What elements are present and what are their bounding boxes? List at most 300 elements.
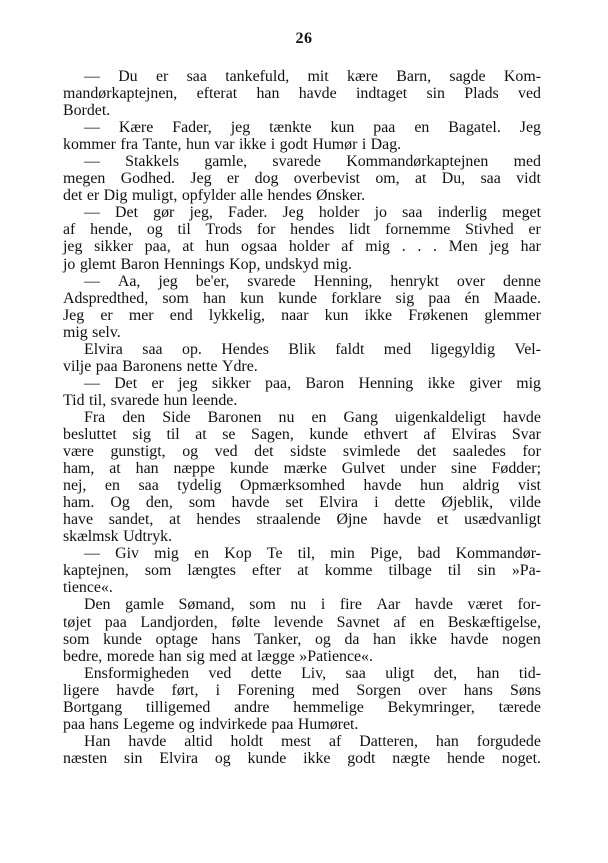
- word: Adspredthed,: [63, 289, 149, 307]
- word: han: [135, 460, 159, 478]
- word: tience«.: [63, 579, 113, 597]
- word: hans: [211, 630, 241, 648]
- word: det: [416, 443, 437, 461]
- word: Stivhed: [465, 221, 514, 239]
- word: mig: [63, 323, 88, 341]
- word: tænkte: [269, 119, 312, 137]
- word: ikke: [364, 306, 393, 324]
- word: op.: [182, 340, 202, 358]
- word: Humøret.: [297, 715, 359, 733]
- text-line: [63, 528, 541, 545]
- word: Savnet: [336, 613, 380, 631]
- word: saa: [345, 664, 366, 682]
- word: —: [84, 272, 100, 290]
- word: vilje: [63, 357, 92, 375]
- word: Ydre.: [221, 357, 258, 375]
- body-text: [63, 68, 541, 767]
- word: holder: [318, 204, 360, 222]
- word: tærede: [498, 698, 541, 716]
- word: dette: [394, 494, 426, 512]
- word: er: [155, 68, 169, 85]
- word: Elvira: [159, 749, 199, 767]
- word: at: [182, 238, 194, 256]
- word: Godhed.: [120, 170, 175, 188]
- word: sagde: [449, 68, 486, 85]
- word: hendes: [267, 187, 312, 205]
- word: nogen: [502, 630, 541, 648]
- word: .: [433, 238, 438, 256]
- word: Landjorden,: [140, 613, 218, 631]
- word: som: [249, 596, 276, 614]
- word: kun: [330, 119, 355, 137]
- word: at: [169, 511, 181, 529]
- word: følte: [231, 613, 261, 631]
- word: Bordet.: [63, 102, 111, 120]
- word: hemmelige: [293, 698, 364, 716]
- text-line: [63, 204, 541, 221]
- word: Te: [266, 545, 283, 563]
- word: Baron: [120, 255, 160, 273]
- word: kunde: [229, 460, 269, 478]
- word: Baronen: [207, 408, 262, 426]
- text-line: [63, 409, 541, 426]
- word: er: [100, 306, 113, 324]
- word: forklare: [331, 289, 382, 307]
- word: —: [84, 545, 100, 563]
- text-line: [63, 477, 541, 494]
- word: Forening: [237, 681, 295, 699]
- word: jeg: [63, 238, 83, 256]
- word: mærke: [283, 460, 327, 478]
- word: Jeg: [63, 306, 85, 324]
- text-line: [63, 460, 541, 477]
- word: mig: [516, 374, 541, 392]
- word: leende.: [191, 391, 238, 409]
- word: havde: [502, 408, 541, 426]
- word: at: [240, 647, 253, 665]
- word: opfylder: [181, 187, 236, 205]
- word: vist: [518, 477, 541, 495]
- word: dette: [250, 664, 282, 682]
- word: at: [109, 460, 121, 478]
- word: Trods: [205, 221, 243, 239]
- word: at: [297, 562, 309, 580]
- word: sikker: [94, 238, 133, 256]
- word: henrykt: [390, 272, 439, 290]
- word: vidt: [516, 170, 541, 188]
- word: og: [146, 221, 163, 239]
- word: ikke: [409, 630, 437, 648]
- word: saa: [402, 204, 423, 222]
- word: kunde: [278, 289, 317, 307]
- word: —: [84, 119, 100, 137]
- word: under: [399, 460, 437, 478]
- word: paa: [373, 119, 396, 137]
- word: af: [328, 732, 342, 750]
- word: den: [122, 408, 146, 426]
- word: Kommandør-: [455, 545, 541, 563]
- word: af: [63, 221, 76, 239]
- word: meget: [502, 204, 541, 222]
- word: det: [254, 443, 274, 461]
- text-line: [63, 699, 541, 716]
- word: næsten: [63, 749, 108, 767]
- word: svimlede: [342, 443, 401, 461]
- word: Fader,: [172, 119, 212, 137]
- word: som: [162, 289, 189, 307]
- word: Sorgen: [356, 681, 402, 699]
- word: se: [222, 425, 236, 443]
- word: mer: [128, 306, 154, 324]
- word: for-: [517, 596, 541, 614]
- word: hun: [185, 136, 210, 154]
- text-line: [63, 68, 541, 85]
- text-line: [63, 682, 541, 699]
- word: svarede: [272, 153, 321, 171]
- word: Legeme: [123, 715, 175, 733]
- word: Hennings: [163, 255, 225, 273]
- word: Aar: [376, 596, 401, 614]
- word: han: [435, 732, 459, 750]
- page-number: 26: [295, 30, 313, 47]
- word: have: [63, 511, 93, 529]
- word: hun: [205, 238, 230, 256]
- word: nu: [278, 408, 295, 426]
- word: Kom-: [503, 68, 541, 85]
- word: ligegyldig: [430, 340, 496, 358]
- word: han: [256, 85, 280, 103]
- word: Kommandørkaptejnen: [346, 153, 489, 171]
- word: .: [417, 238, 422, 256]
- text-line: [63, 102, 541, 119]
- word: sig: [186, 647, 205, 665]
- word: Giv: [115, 545, 139, 563]
- word: over: [456, 272, 486, 290]
- word: den,: [145, 494, 173, 512]
- word: muligt,: [131, 187, 178, 205]
- word: sine: [451, 460, 477, 478]
- word: sig: [132, 425, 151, 443]
- word: nu: [290, 596, 307, 614]
- word: ved: [518, 85, 541, 103]
- word: megen: [63, 170, 106, 188]
- word: af: [393, 613, 406, 631]
- word: ikke: [238, 136, 267, 154]
- word: Barn,: [396, 68, 432, 85]
- word: af: [423, 425, 436, 443]
- word: Vel-: [514, 340, 541, 358]
- word: jeg: [230, 119, 251, 137]
- word: Fødder;: [491, 460, 541, 478]
- text-line: [63, 136, 541, 153]
- word: Dig: [103, 187, 128, 205]
- word: tilligemed: [145, 698, 211, 716]
- word: gør: [153, 204, 175, 222]
- word: det: [63, 187, 83, 205]
- word: Baronens: [122, 357, 183, 375]
- word: paa: [428, 289, 451, 307]
- word: et: [436, 511, 449, 529]
- word: Sømand,: [178, 596, 235, 614]
- word: uligt: [385, 664, 415, 682]
- word: med: [209, 647, 237, 665]
- word: da: [344, 630, 360, 648]
- text-line: [63, 733, 541, 750]
- word: Blik: [288, 340, 316, 358]
- word: har: [520, 238, 541, 256]
- word: som: [188, 494, 216, 512]
- word: Jeg: [282, 204, 304, 222]
- word: paa: [63, 715, 86, 733]
- word: Gang: [343, 408, 378, 426]
- word: undskyd: [264, 255, 319, 273]
- text-line: [63, 153, 541, 170]
- word: gamle: [125, 596, 164, 614]
- word: jo: [63, 255, 76, 273]
- word: saa: [186, 68, 207, 85]
- word: denne: [503, 272, 541, 290]
- text-line: [63, 187, 541, 204]
- word: giver: [469, 374, 502, 392]
- text-line: [63, 341, 541, 358]
- word: han: [373, 630, 396, 648]
- word: usædvanligt: [464, 511, 541, 529]
- word: Den: [84, 596, 111, 614]
- text-line: [63, 119, 541, 136]
- word: Øjeblik,: [441, 494, 494, 512]
- word: sig: [395, 289, 415, 307]
- word: Svar: [511, 425, 541, 443]
- word: var: [214, 136, 235, 154]
- word: om,: [375, 170, 400, 188]
- word: en: [414, 119, 430, 137]
- word: Han: [84, 732, 111, 750]
- word: mit: [307, 68, 329, 85]
- word: kun: [324, 306, 349, 324]
- word: naar: [281, 306, 309, 324]
- text-line: [63, 562, 541, 579]
- word: Jeg: [190, 170, 212, 188]
- word: til,: [88, 391, 107, 409]
- word: Liv,: [301, 664, 327, 682]
- word: Kop: [224, 545, 252, 563]
- word: Baron: [305, 374, 345, 392]
- word: saaledes: [452, 443, 506, 461]
- word: gunstigt,: [110, 443, 166, 461]
- word: faldt: [335, 340, 365, 358]
- text-line: [63, 273, 541, 290]
- word: Henning,: [313, 272, 373, 290]
- text-line: [63, 648, 541, 665]
- word: saa: [142, 340, 163, 358]
- word: en: [194, 545, 210, 563]
- word: Bortgang: [63, 698, 123, 716]
- word: hans: [463, 681, 493, 699]
- text-line: [63, 665, 541, 682]
- text-line: [63, 392, 541, 409]
- word: Men: [448, 238, 478, 256]
- word: efter: [252, 562, 282, 580]
- word: i: [361, 136, 367, 154]
- text-line: [63, 85, 541, 102]
- word: ligere: [63, 681, 100, 699]
- word: til,: [297, 545, 315, 563]
- word: tankefuld,: [225, 68, 290, 85]
- text-line: [63, 426, 541, 443]
- word: glemmer: [484, 306, 541, 324]
- word: »Patience«.: [299, 647, 373, 665]
- word: Elviras: [451, 425, 497, 443]
- word: end: [169, 306, 193, 324]
- word: morede: [106, 647, 155, 665]
- word: som: [63, 630, 90, 648]
- word: en: [104, 477, 120, 495]
- word: havde: [116, 681, 155, 699]
- word: Gulvet: [341, 460, 386, 478]
- word: Jeg: [519, 119, 541, 137]
- word: længtes: [187, 562, 236, 580]
- word: i: [320, 596, 326, 614]
- word: jeg: [489, 238, 509, 256]
- word: hendes: [196, 511, 241, 529]
- word: Opmærksomhed: [239, 477, 346, 495]
- text-line: [63, 596, 541, 613]
- word: paa: [271, 715, 294, 733]
- word: holdt: [230, 732, 264, 750]
- word: Plads: [464, 85, 499, 103]
- word: forgudede: [476, 732, 541, 750]
- text-line: [63, 256, 541, 273]
- word: til: [177, 221, 191, 239]
- word: er: [226, 170, 240, 188]
- word: Tanker,: [254, 630, 302, 648]
- word: Aa,: [117, 272, 141, 290]
- word: straalende: [256, 511, 321, 529]
- text-line: [63, 170, 541, 187]
- word: og: [314, 630, 331, 648]
- word: som: [144, 562, 172, 580]
- word: han: [476, 664, 500, 682]
- word: Tante,: [142, 136, 182, 154]
- word: kun: [240, 289, 264, 307]
- word: kunde: [309, 425, 349, 443]
- word: i: [215, 681, 221, 699]
- word: paa: [95, 357, 118, 375]
- word: skælmsk: [63, 528, 119, 546]
- word: i: [374, 494, 379, 512]
- word: Kære: [118, 119, 154, 137]
- word: altid: [184, 732, 213, 750]
- word: indtaget: [355, 85, 408, 103]
- word: tøjet: [63, 613, 92, 631]
- word: mig: [365, 238, 390, 256]
- word: havde: [450, 630, 489, 648]
- word: nette: [186, 357, 218, 375]
- word: Du: [118, 68, 138, 85]
- word: saa: [480, 170, 501, 188]
- word: godt: [279, 136, 308, 154]
- word: Stakkels: [125, 153, 180, 171]
- text-line: [63, 631, 541, 648]
- word: inderlig: [437, 204, 488, 222]
- word: havde: [363, 477, 402, 495]
- word: lidt: [349, 221, 371, 239]
- word: lægge: [256, 647, 295, 665]
- word: at: [414, 170, 427, 188]
- word: sikker: [211, 374, 251, 392]
- word: besluttet: [63, 425, 117, 443]
- word: Bekymringer,: [387, 698, 475, 716]
- word: Sagen,: [251, 425, 294, 443]
- word: havde: [128, 732, 167, 750]
- word: hun: [420, 477, 444, 495]
- word: Side: [162, 408, 191, 426]
- word: med: [383, 340, 412, 358]
- word: Og: [110, 494, 130, 512]
- word: overbevist: [293, 170, 360, 188]
- word: med: [513, 153, 541, 171]
- word: glemt: [79, 255, 117, 273]
- word: bad: [417, 545, 441, 563]
- word: Kop,: [229, 255, 261, 273]
- word: ham,: [63, 460, 95, 478]
- word: han: [158, 647, 182, 665]
- word: er: [528, 221, 541, 239]
- word: Datteren,: [359, 732, 418, 750]
- word: nægte: [392, 749, 431, 767]
- word: —: [84, 204, 100, 222]
- word: paa,: [144, 238, 171, 256]
- word: svarede: [247, 272, 296, 290]
- word: én: [464, 289, 480, 307]
- word: ved: [208, 664, 232, 682]
- word: be'er,: [195, 272, 230, 290]
- word: er: [86, 187, 100, 205]
- word: vilde: [509, 494, 541, 512]
- word: Fader.: [228, 204, 268, 222]
- word: Øjne: [336, 511, 368, 529]
- word: Det: [115, 204, 138, 222]
- word: Maade.: [493, 289, 541, 307]
- text-line: [63, 443, 541, 460]
- word: fire: [339, 596, 362, 614]
- word: Bagatel.: [448, 119, 501, 137]
- word: paa: [104, 613, 127, 631]
- word: er: [151, 374, 164, 392]
- word: .: [401, 238, 406, 256]
- word: holder: [288, 238, 330, 256]
- word: til: [166, 425, 180, 443]
- text-line: [63, 545, 541, 562]
- word: Hendes: [221, 340, 269, 358]
- text-line: [63, 307, 541, 324]
- word: fra: [120, 136, 139, 154]
- word: være: [63, 443, 94, 461]
- word: Dag.: [370, 136, 402, 154]
- word: Ensformigheden: [84, 664, 190, 682]
- word: Udtryk.: [123, 528, 173, 546]
- word: bedre,: [63, 647, 103, 665]
- text-line: [63, 221, 541, 238]
- word: noget.: [501, 749, 541, 767]
- word: mig: [154, 545, 179, 563]
- word: ethvert: [363, 425, 408, 443]
- word: det,: [433, 664, 458, 682]
- text-line: [63, 324, 541, 341]
- text-line: [63, 716, 541, 733]
- word: havde: [298, 85, 337, 103]
- word: indvirkede: [199, 715, 267, 733]
